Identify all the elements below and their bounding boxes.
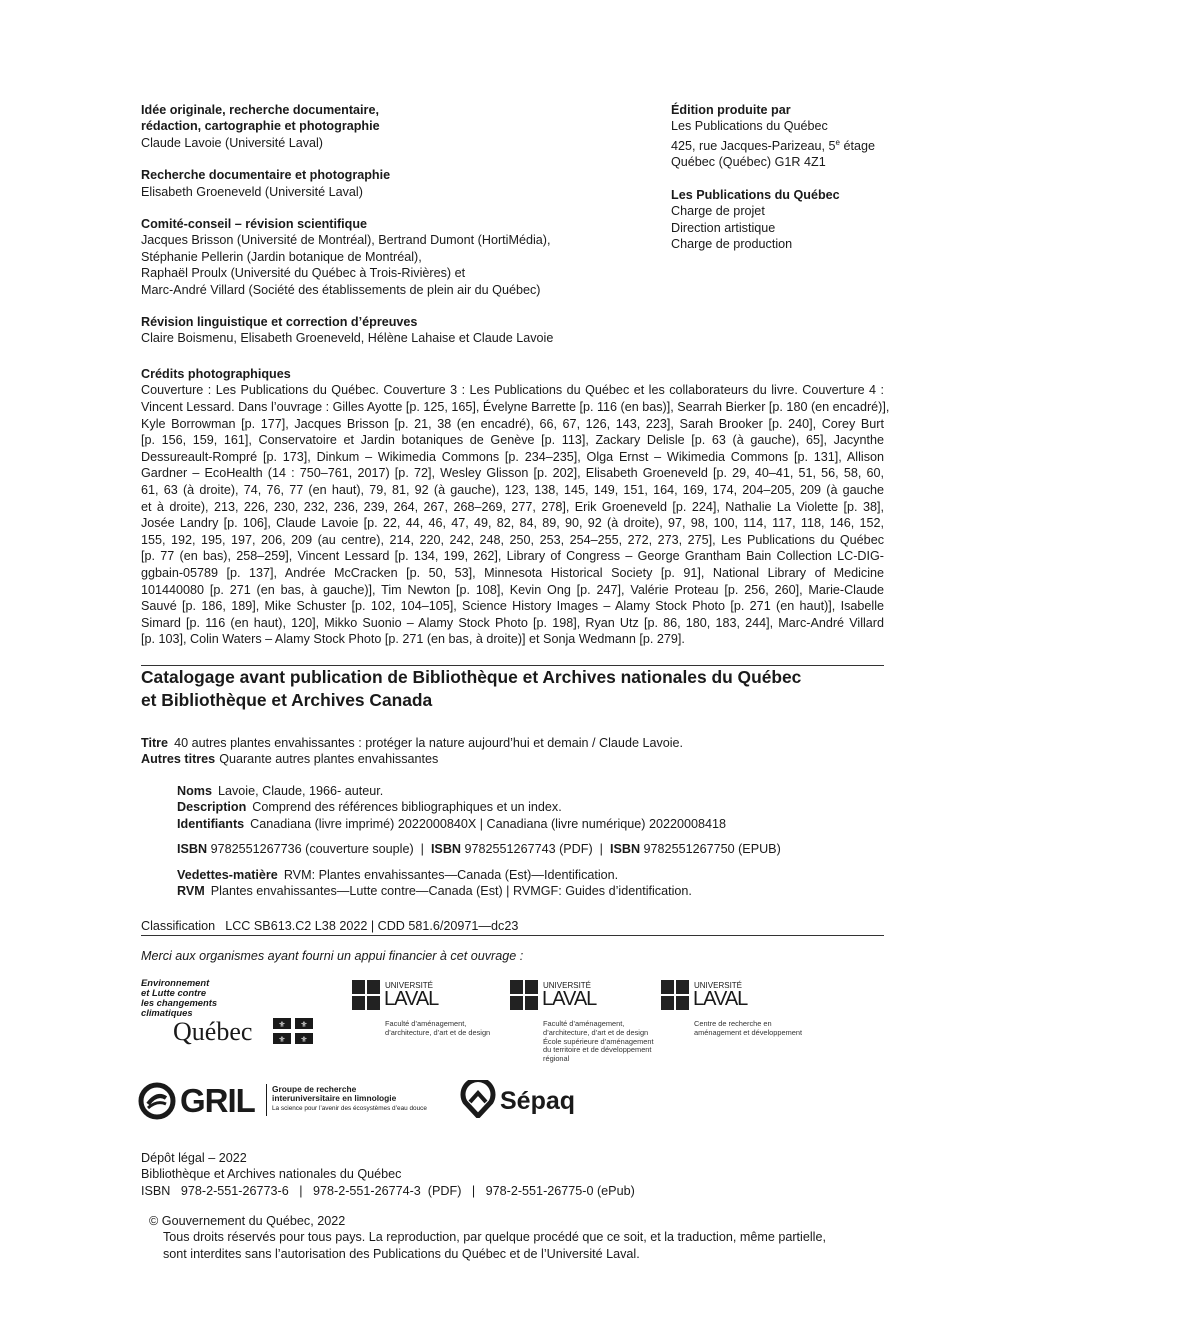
credits-line: 61, 63 (à droite), 74, 76, 77 (en haut), 79, 81, 92 (à gauche), 123, 138, 145, 149, 151, 164, 169, 174, 204–205, 209 (à gauche [141,482,884,497]
edition-address: 425, rue Jacques-Parizeau, 5e étage [671,137,875,153]
vedettes-label: Vedettes-matière [177,867,278,882]
quebec-flag-icon [273,1018,313,1044]
credits-line: [p. 103], Colin Waters – Alamy Stock Photo [p. 271 (en bas, à droite)] et Sonja Wedmann [p. 279]. [141,632,685,647]
description-value: Comprend des références bibliographiques et un index. [252,800,562,815]
laval-logo-1: UNIVERSITÉ LAVAL Faculté d’aménagement, d’architecture, d’art et de design [352,980,502,1015]
credits-heading: Crédits photographiques [141,367,291,381]
sepaq-emblem-icon [460,1080,496,1118]
quebec-environment-logo: Environnement et Lutte contre les changements climatiques Québec ⚜ ⚜ ⚜ ⚜ [141,978,321,1048]
credits-line: [p. 156, 159, 161], Conservatoire et Jardin botaniques de Genève [p. 113], Zackary Delisle [p. 63 (à gauche), 65], Jacynthe [141,433,884,448]
credits-line: ggbain-05789 [p. 137], Andrée McCracken [p. 50, 53], Minnesota Historical Society [p. 91], National Library of Medicine [141,565,884,580]
classification-value: LCC SB613.C2 L38 2022 | CDD 581.6/20971—dc23 [225,919,519,933]
rvm-label: RVM [177,884,205,899]
sepaq-logo: Sépaq [460,1080,590,1120]
credits-line: Dessureault-Rompré [p. 173], Dinkum – Wikimedia Commons [p. 234–235], Olga Ernst – Wikimedia Commons [p. 131], Allison [141,449,884,464]
credits-text [141,382,890,648]
laval-crest-icon [510,980,538,1010]
laval-crest-icon [352,980,380,1010]
section-body-research: Elisabeth Groeneveld (Université Laval) [141,184,363,199]
identifiants-label: Identifiants [177,816,245,831]
left-column [141,102,641,347]
section-body-revision: Claire Boismenu, Elisabeth Groeneveld, Hélène Lahaise et Claude Lavoie [141,331,554,346]
classification-label: Classification [141,919,216,933]
thanks-line: Merci aux organismes ayant fourni un appui financier à cet ouvrage : [141,949,524,963]
publisher-heading: Les Publications du Québec [671,187,840,202]
edition-line: Les Publications du Québec [671,119,828,134]
credits-line: Sauvé [p. 186, 189], Mike Schuster [p. 102, 104–105], Science History Images – Alamy Stock Photo [p. 271 (en haut)], Isabelle [141,599,884,614]
divider [141,935,884,936]
copyright: © Gouvernement du Québec, 2022 Tous droits réservés pour tous pays. La reproduction, par quelque procédé que ce soit, et la traduction, même partielle, sont interdites sans l’autorisation des Publications du Québec et de l’Université Laval. [149,1214,826,1261]
titre-label: Titre [141,736,169,750]
classification [141,918,518,934]
photo-credits [141,366,890,648]
right-column [671,102,931,252]
catalog-titles [141,735,683,768]
quebec-wordmark: Québec [173,1017,253,1046]
section-body-committee: Jacques Brisson (Université de Montréal), Bertrand Dumont (HortiMédia), Stéphanie Pellerin (Jardin botanique de Montréal), Raphaël Proulx (Université du Québec à Trois-Rivières) et Marc-André Villard (Société des établissements de plein air du Québec) [141,233,551,297]
publisher-role: Direction artistique [671,220,776,235]
catalog-details [177,783,781,899]
vedettes-value: RVM: Plantes envahissantes—Canada (Est)—Identification. [283,867,619,882]
publisher-role: Charge de projet [671,204,765,219]
credits-line: 101440080 [p. 271 (en bas, à gauche)], Tim Newton [p. 108], Kevin Ong [p. 247], Valérie Proteau [p. 256, 260], Marie-Claude [141,582,884,597]
credits-line: Kyle Borrowman [p. 177], Jacques Brisson [p. 21, 38 (en encadré), 66, 67, 126, 143, 223], Sarah Brooker [p. 240], Corey Burt [141,416,884,431]
gril-logo: GRIL Groupe de recherche interuniversitaire en limnologie La science pour l’avenir des écosystèmes d’eau douce [138,1082,458,1120]
catalog-title: Catalogage avant publication de Bibliothèque et Archives nationales du Québec et Bibliothèque et Archives Canada [141,667,802,710]
credits-line: Gardner – EcoHealth (14 : 750–761, 2017) [p. 72], Wesley Glisson [p. 202], Elisabeth Groeneveld [p. 29, 40–41, 51, 56, 58, 60, [141,466,884,481]
section-body-concept: Claude Lavoie (Université Laval) [141,135,324,150]
rvm-value: Plantes envahissantes—Lutte contre—Canada (Est) | RVMGF: Guides d’identification. [210,884,692,899]
laval-logo-3: UNIVERSITÉ LAVAL Centre de recherche en aménagement et développement [661,980,821,1015]
svg-text:⚜: ⚜ [300,1020,308,1029]
section-heading-revision: Révision linguistique et correction d’épreuves [141,315,418,330]
laval-crest-icon [661,980,689,1010]
svg-text:⚜: ⚜ [278,1020,286,1029]
section-heading-concept: Idée originale, recherche documentaire, rédaction, cartographie et photographie [141,103,380,134]
noms-value: Lavoie, Claude, 1966- auteur. [218,784,384,798]
noms-label: Noms [177,784,212,798]
laval-logo-2: UNIVERSITÉ LAVAL Faculté d’aménagement, d’architecture, d’art et de design École supérieure d’aménagement du territoire et de développement régional [510,980,660,1015]
legal-isbn: ISBN 978-2-551-26773-6 | 978-2-551-26774-3 (PDF) | 978-2-551-26775-0 (ePub) [141,1183,635,1198]
autres-value: Quarante autres plantes envahissantes [219,752,439,767]
isbn-row: ISBN 9782551267736 (couverture souple) | ISBN 9782551267743 (PDF) | ISBN 9782551267750 (EPUB) [177,842,781,857]
legal-deposit: Dépôt légal – 2022 Bibliothèque et Archives nationales du Québec ISBN 978-2-551-26773-6 | 978-2-551-26774-3 (PDF) | 978-2-551-26775-0 (ePub) [141,1151,635,1198]
section-heading-research: Recherche documentaire et photographie [141,168,391,183]
credits-line: et à droite), 213, 226, 230, 232, 236, 239, 264, 267, 268–269, 277, 278], Erik Groeneveld [p. 224], Nathalie La Violette [p. 38], [141,499,884,514]
publisher-role: Charge de production [671,237,793,252]
svg-text:⚜: ⚜ [278,1035,286,1044]
gril-emblem-icon [138,1082,176,1120]
autres-label: Autres titres [141,752,216,767]
credits-line: [p. 77 (en bas), 258–259], Vincent Lessard [p. 134, 199, 262], Library of Congress – George Grantham Bain Collection LC-DIG- [141,549,884,564]
credits-line: Vincent Lessard. Dans l’ouvrage : Gilles Ayotte [p. 125, 165], Évelyne Barrette [p. 116 (en bas)], Searrah Bierker [p. 180 (en encadré)], [141,400,890,414]
description-label: Description [177,800,247,815]
credits-line: Couverture : Les Publications du Québec. Couverture 3 : Les Publications du Québec et les collaborateurs du livre. Couverture 4 : [141,383,884,398]
section-heading-committee: Comité-conseil – révision scientifique [141,217,368,232]
titre-value: 40 autres plantes envahissantes : protéger la nature aujourd’hui et demain / Claude Lavoie. [174,736,684,750]
credits-line: Josée Landry [p. 106], Claude Lavoie [p. 22, 44, 46, 47, 49, 82, 84, 89, 90, 92 (à droite), 97, 98, 100, 114, 117, 118, 146, 152, [141,516,884,531]
identifiants-value: Canadiana (livre imprimé) 2022000840X | Canadiana (livre numérique) 20220008418 [250,816,727,831]
edition-heading: Édition produite par [671,103,791,117]
credits-line: 155, 192, 195, 197, 206, 209 (au centre), 214, 220, 242, 248, 250, 253, 254–255, 272, 273, 275], Les Publications du Québec [141,532,884,547]
edition-city: Québec (Québec) G1R 4Z1 [671,155,826,170]
credits-line: Simard [p. 116 (en haut), 120], Mikko Suonio – Alamy Stock Photo [p. 198], Ryan Utz [p. 86, 180, 183, 244], Marc-André Villard [141,615,884,630]
svg-text:⚜: ⚜ [300,1035,308,1044]
